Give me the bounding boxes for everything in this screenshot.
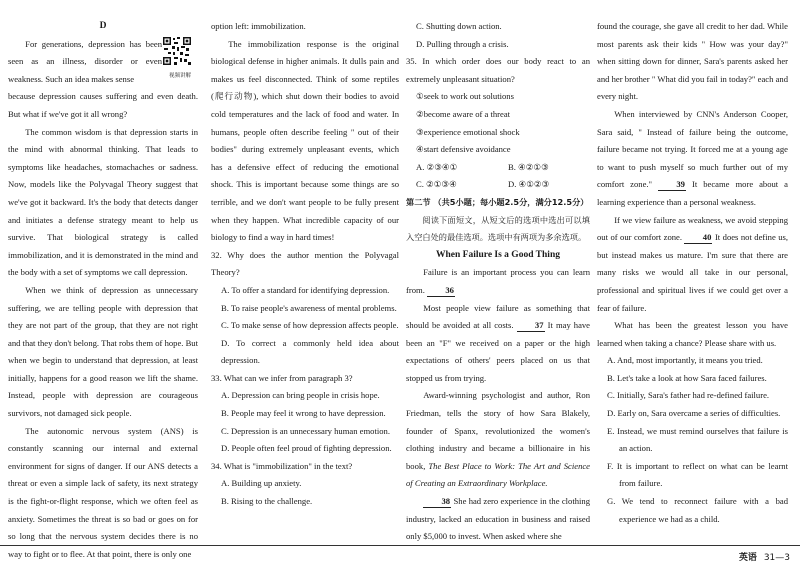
passage-d-paragraph-2: The common wisdom is that depression starts in the mind with abnormal thinking. That leads to symptoms like headaches, stomachaches or sadness. Now, models like the Polyvagal Theory suggest that we've got it backward. It's the body that detects danger and initiates a defense strategy meant to help us survive. That biological strategy is called immobilization, and it is demonstrated in the mind and the body with a set of symptoms we call depression. — [8, 126, 198, 278]
question-33: 33. What can we infer from paragraph 3? — [211, 372, 353, 383]
question-32-option-d[interactable]: D. To correct a commonly held idea about depression. — [221, 337, 399, 366]
blank-37[interactable]: 37 — [517, 320, 545, 332]
cloze-paragraph-2 — [406, 300, 590, 388]
cloze-paragraph-6-text-a: If we view failure as weakness, we avoid stepping out of our comfort zone. — [597, 214, 788, 243]
question-34-option-b[interactable]: B. Rising to the challenge. — [221, 496, 313, 507]
qr-code-label: 视频讲解 — [168, 73, 191, 80]
question-32-option-b[interactable]: B. To raise people's awareness of mental problems. — [221, 302, 397, 313]
section-2-heading: 第二节 （共5小题；每小题2.5分，满分12.5分） — [406, 196, 589, 207]
cloze-option-e[interactable]: E. Instead, we must remind ourselves that failure is an action. — [607, 425, 788, 454]
cloze-option-d[interactable]: D. Early on, Sara overcame a series of difficulties. — [607, 408, 781, 419]
cloze-paragraph-4-end: found the courage, she gave all credit to her dad. While most parents ask their kids " How was your day?" when sitting down for dinner, Sara's parents asked her and her brother " What did you fail in today?" each and every night. — [597, 21, 788, 102]
question-35-option-a[interactable]: A. ②③④① — [416, 161, 458, 172]
cloze-paragraph-5 — [597, 106, 788, 212]
question-35: 35. In which order does our body react to an extremely unpleasant situation? — [406, 56, 590, 84]
passage-d-title: D — [99, 21, 107, 31]
cloze-option-c[interactable]: C. Initially, Sara's father had re-defined failure. — [607, 390, 770, 401]
question-35-step-1: ①seek to work out solutions — [416, 91, 514, 102]
cloze-option-b[interactable]: B. Let's take a look at how Sara faced failures. — [607, 372, 767, 383]
cloze-paragraph-5-text-a: When interviewed by CNN's Anderson Cooper, Sara said, " Instead of failure being the outcome, failure became not trying. It forced me at a young age to want to push myself so much further out of my comfort zone." — [597, 108, 788, 190]
question-32-option-c[interactable]: C. To make sense of how depression affects people. — [221, 320, 399, 331]
cloze-paragraph-3-text: Award-winning psychologist and author, Ron Friedman, tells the story of how Sara Blakely, founder of Spanx, revolutionized the women's clothing industry and became a billionaire in his book, — [406, 390, 590, 471]
question-35-option-c[interactable]: C. ②①③④ — [416, 179, 457, 190]
question-35-options-row-2 — [406, 176, 590, 194]
footer-page-number: 31—3 — [763, 553, 790, 563]
cloze-paragraph-2-text-a: Most people view failure as something that should be avoided at all costs. — [406, 302, 590, 331]
question-34-option-d[interactable]: D. Pulling through a crisis. — [416, 38, 509, 49]
passage-d-paragraph-5: The immobilization response is the original biological defense in higher animals. It dulls pain and makes us feel disconnected. Think of some reptiles (爬行动物), which shut down their bodies to avoid cold temperatures and the lack of food and water. In humans, people often describe feeling " out of their bodies" during extremely unpleasant events, which has a defensive effect of reducing the emotional shock. This is important because some things are so terrible, and we don't want people to be fully present when they happen. What incredible capacity of our biology to find a way in hard times! — [211, 38, 399, 243]
column-3 — [406, 18, 590, 546]
qr-code-icon — [162, 36, 192, 66]
page-footer — [739, 550, 790, 563]
footer-subject: 英语 — [738, 553, 757, 563]
cloze-paragraph-7: What has been the greatest lesson you have learned when taking a chance? Please share with us. — [597, 320, 788, 348]
cloze-paragraph-4-text: She had zero experience in the clothing industry, lacked an education in business and raised only $5,000 to invest. When asked where she — [406, 496, 590, 542]
section-2-instructions: 阅读下面短文，从短文后的选项中选出可以填入空白处的最佳选项。选项中有两项为多余选项。 — [406, 214, 590, 243]
passage-d-paragraph-1a: For generations, depression has been seen as an illness, disorder or even weakness. Such an idea makes sense — [8, 38, 162, 84]
cloze-paragraph-6-text-b: It does not define us, but instead makes us mature. I'm sure that there are many risks we would all take in our personal, professional and spiritual lives if we could get over a fear of failure. — [597, 232, 789, 313]
question-32: 32. Why does the author mention the Polyvagal Theory? — [211, 249, 399, 278]
passage-d-paragraph-1b: because depression causes suffering and even death. But what if we've got it all wrong? — [8, 91, 198, 119]
cloze-option-a[interactable]: A. And, most importantly, it means you tried. — [607, 355, 763, 366]
question-35-option-d[interactable]: D. ④①②③ — [508, 179, 550, 190]
question-33-option-a[interactable]: A. Depression can bring people in crisis hope. — [221, 390, 380, 401]
cloze-paragraph-6 — [597, 212, 788, 318]
question-35-step-2: ②become aware of a threat — [416, 108, 511, 119]
cloze-paragraph-4 — [406, 493, 590, 546]
cloze-paragraph-1 — [406, 264, 590, 299]
column-1 — [8, 18, 198, 563]
question-34: 34. What is "immobilization" in the text? — [211, 460, 353, 471]
passage-d-paragraph-4-end: option left: immobilization. — [211, 21, 306, 31]
book-title-part-1: The Best Place to — [428, 460, 492, 471]
question-34-option-a[interactable]: A. Building up anxiety. — [221, 478, 302, 489]
cloze-paragraph-1-text: Failure is an important process you can learn from. — [406, 267, 590, 295]
cloze-option-f[interactable]: F. It is important to reflect on what can be learnt from failure. — [607, 460, 788, 489]
cloze-paragraph-2-text-b: It may have been an "F" we received on a paper or the high expectations of others' peers placed on us that stopped us from trying. — [406, 320, 590, 383]
question-35-option-b[interactable]: B. ④②①③ — [508, 161, 549, 172]
footer-rule — [0, 545, 800, 546]
question-33-option-b[interactable]: B. People may feel it wrong to have depression. — [221, 408, 386, 419]
blank-38[interactable]: 38 — [423, 496, 451, 508]
column-4 — [597, 18, 788, 528]
question-34-option-c[interactable]: C. Shutting down action. — [416, 21, 502, 31]
passage-d-paragraph-3: When we think of depression as unnecessary suffering, we are telling people with depression that they are not part of the group, that they are not right and that they don't belong. That robs them of hope. But when we begin to understand that depression, at least initially, happens for a good reason we lift the shame. Instead, people with depression are courageous survivors, not damaged sick people. — [8, 284, 198, 419]
cloze-paragraph-5-text-b: It became more about a learning experience than a personal weakness. — [597, 179, 788, 207]
blank-36[interactable]: 36 — [427, 285, 455, 297]
cloze-paragraph-3 — [406, 387, 590, 493]
question-35-step-4: ④start defensive avoidance — [416, 144, 511, 155]
question-33-option-d[interactable]: D. People often feel proud of fighting depression. — [221, 443, 392, 454]
blank-40[interactable]: 40 — [684, 232, 712, 244]
cloze-option-g[interactable]: G. We tend to reconnect failure with a bad experience we had as a child. — [607, 496, 788, 524]
question-35-step-3: ③experience emotional shock — [416, 126, 520, 137]
passage-d-paragraph-4: The autonomic nervous system (ANS) is constantly scanning our internal and external environment for signs of danger. If our ANS detects a threat or even a simple lack of safety, its next strategy is the fight-or-flight response, which we often feel as anxiety. Sometimes the threat is so bad or goes on for so long that the nervous system decides there is no way to fight or to flee. At that point, there is only one — [8, 425, 198, 559]
book-title-part-2: Work: The Art and Science of Creating an Extraordinary Workplace. — [406, 460, 590, 489]
cloze-passage-title: When Failure Is a Good Thing — [436, 249, 560, 260]
column-2 — [211, 18, 399, 511]
question-32-option-a[interactable]: A. To offer a standard for identifying depression. — [221, 284, 390, 295]
question-35-options-row-1 — [406, 159, 590, 177]
qr-code-block[interactable] — [162, 36, 198, 80]
question-33-option-c[interactable]: C. Depression is an unnecessary human emotion. — [221, 425, 390, 436]
blank-39[interactable]: 39 — [658, 179, 686, 191]
